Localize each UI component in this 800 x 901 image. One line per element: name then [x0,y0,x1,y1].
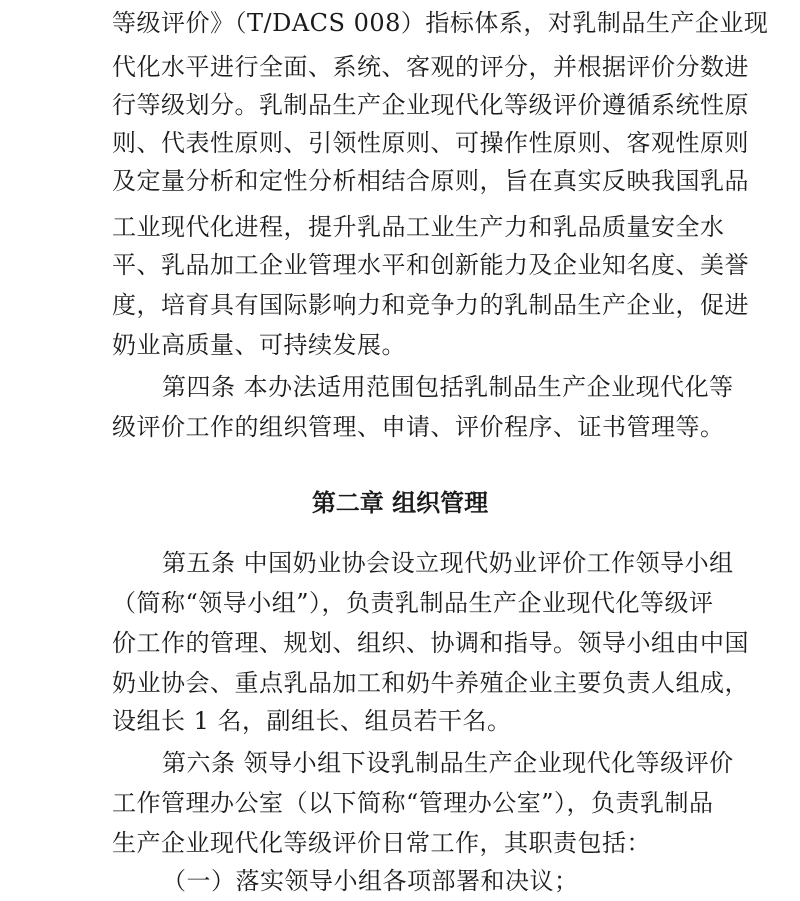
text-line: 第五条 中国奶业协会设立现代奶业评价工作领导小组 [162,549,734,577]
text-line: 等级评价》（T/DACS 008）指标体系，对乳制品生产企业现 [112,9,769,37]
text-line: 及定量分析和定性分析相结合原则，旨在真实反映我国乳品 [112,167,749,195]
text-line: （一）落实领导小组各项部署和决议； [162,867,579,895]
text-line: （简称“领导小组”），负责乳制品生产企业现代化等级评 [112,589,714,617]
text-line: 行等级划分。乳制品生产企业现代化等级评价遵循系统性原 [112,91,749,119]
text-line: 生产企业现代化等级评价日常工作，其职责包括： [112,829,651,857]
text-line: 第四条 本办法适用范围包括乳制品生产企业现代化等 [162,373,734,401]
text-line: 平、乳品加工企业管理水平和创新能力及企业知名度、美誉 [112,251,749,279]
text-line: 代化水平进行全面、系统、客观的评分，并根据评价分数进 [112,53,749,81]
text-line: 奶业协会、重点乳品加工和奶牛养殖企业主要负责人组成， [112,669,749,697]
text-line: 价工作的管理、规划、组织、协调和指导。领导小组由中国 [112,629,749,657]
text-line: 度，培育具有国际影响力和竞争力的乳制品生产企业，促进 [112,291,749,319]
text-line: 设组长 1 名，副组长、组员若干名。 [112,707,512,735]
chapter-title: 第二章 组织管理 [311,489,489,517]
text-line: 工业现代化进程，提升乳品工业生产力和乳品质量安全水 [112,213,725,241]
text-line: 级评价工作的组织管理、申请、评价程序、证书管理等。 [112,413,725,441]
text-line: 则、代表性原则、引领性原则、可操作性原则、客观性原则 [112,129,749,157]
text-line: 工作管理办公室（以下简称“管理办公室”），负责乳制品 [112,789,714,817]
text-line: 奶业高质量、可持续发展。 [112,331,406,359]
text-line: 第六条 领导小组下设乳制品生产企业现代化等级评价 [162,749,734,777]
